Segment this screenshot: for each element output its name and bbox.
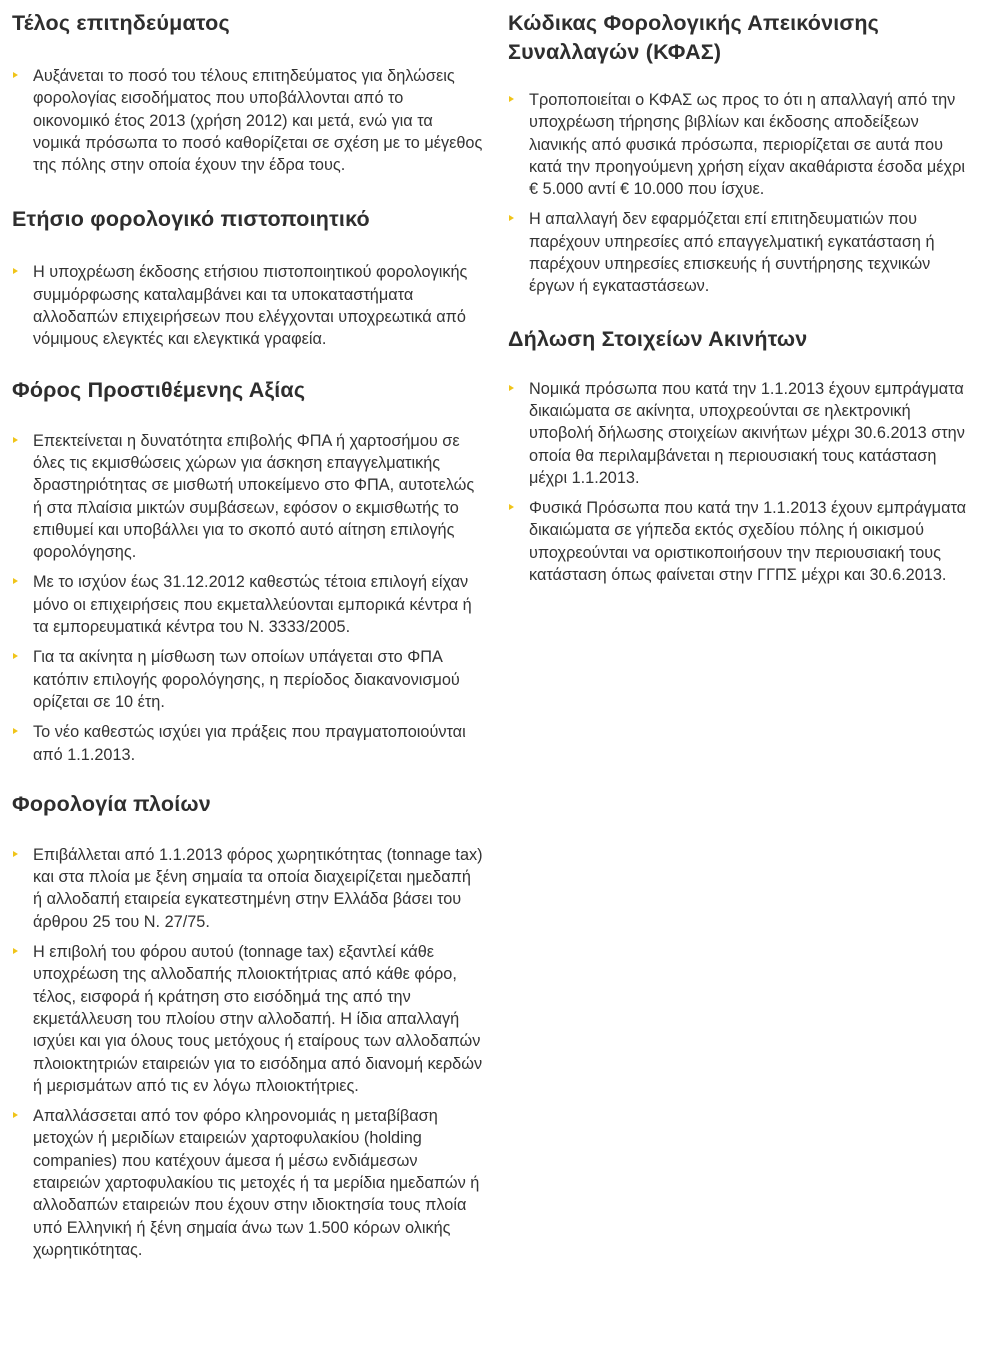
list-item: Επεκτείνεται η δυνατότητα επιβολής ΦΠΑ ή χαρτοσήμου σε όλες τις εκμισθώσεις χώρων για άσκηση επαγγελματικής δραστηριότητας σε μισθωτή υποκείμενο στο ΦΠΑ, αυτοτελώς ή στα πλαίσια μικτών συμβάσεων, εφόσον ο εκμισθωτής το επιθυμεί και υποβάλλει για το σκοπό αυτό αίτηση επιλογής φορολόγησης. [12, 430, 484, 564]
list-item: Η υποχρέωση έκδοσης ετήσιου πιστοποιητικού φορολογικής συμμόρφωσης καταλαμβάνει και τα υποκαταστήματα αλλοδαπών επιχειρήσεων που ελέγχονται υποχρεωτικά από νόμιμους ελεγκτές και ελεγκτικά γραφεία. [12, 261, 484, 350]
bullet-marker-icon [13, 851, 18, 857]
bullet-list [12, 844, 484, 1261]
list-item: Νομικά πρόσωπα που κατά την 1.1.2013 έχουν εμπράγματα δικαιώματα σε ακίνητα, υποχρεούνται σε ηλεκτρονική υποβολή δήλωσης στοιχείων ακινήτων μέχρι 30.6.2013 στην οποία θα περιλαμβάνεται η περιουσιακή τους κατάσταση μέχρι 1.1.2013. [508, 378, 978, 489]
list-item: Τροποποιείται ο ΚΦΑΣ ως προς το ότι η απαλλαγή από την υποχρέωση τήρησης βιβλίων και έκδοσης αποδείξεων λιανικής από φυσικά πρόσωπα, περιορίζεται σε αυτά που κατά την προηγούμενη χρήση είχαν ακαθάριστα έσοδα μέχρι € 5.000 αντί € 10.000 που ίσχυε. [508, 89, 978, 200]
list-item: Το νέο καθεστώς ισχύει για πράξεις που πραγματοποιούνται από 1.1.2013. [12, 721, 484, 766]
list-item: Αυξάνεται το ποσό του τέλους επιτηδεύματος για δηλώσεις φορολογίας εισοδήματος που υποβάλλονται από το οικονομικό έτος 2013 (χρήση 2012) και μετά, ενώ για τα νομικά πρόσωπα το ποσό καθορίζεται σε σχέση με το μέγεθος της πόλης στην οποία έχουν την έδρα τους. [12, 65, 484, 176]
bullet-list [12, 65, 484, 176]
list-item: Για τα ακίνητα η μίσθωση των οποίων υπάγεται στο ΦΠΑ κατόπιν επιλογής φορολόγησης, η περίοδος διακανονισμού ορίζεται σε 10 έτη. [12, 646, 484, 713]
bullet-list [508, 378, 978, 587]
bullet-marker-icon [13, 578, 18, 584]
section-kfas [508, 0, 978, 298]
section-title: Φορολογία πλοίων [12, 791, 211, 816]
section-title: Δήλωση Στοιχείων Ακινήτων [508, 326, 808, 351]
section-title: Κώδικας Φορολογικής Απεικόνισης Συναλλαγών (ΚΦΑΣ) [508, 11, 880, 64]
bullet-marker-icon [13, 268, 18, 274]
bullet-marker-icon [13, 437, 18, 443]
bullet-marker-icon [509, 385, 514, 391]
bullet-marker-icon [13, 653, 18, 659]
section-title: Φόρος Προστιθέμενης Αξίας [12, 377, 306, 402]
bullet-marker-icon [13, 948, 18, 954]
bullet-marker-icon [13, 728, 18, 734]
bullet-marker-icon [509, 96, 514, 102]
bullet-marker-icon [13, 72, 18, 78]
list-item: Με το ισχύον έως 31.12.2012 καθεστώς τέτοια επιλογή είχαν μόνο οι επιχειρήσεις που εκμεταλλεύονται εμπορικά κέντρα ή τα εμπορευματικά κέντρα του Ν. 3333/2005. [12, 571, 484, 638]
list-item: Η απαλλαγή δεν εφαρμόζεται επί επιτηδευματιών που παρέχουν υπηρεσίες από επαγγελματική εγκατάσταση ή παρέχουν υπηρεσίες επισκευής ή συντήρησης τεχνικών έργων ή εγκαταστάσεων. [508, 208, 978, 297]
section-title: Τέλος επιτηδεύματος [12, 11, 230, 35]
list-item: Φυσικά Πρόσωπα που κατά την 1.1.2013 έχουν εμπράγματα δικαιώματα σε γήπεδα εκτός σχεδίου πόλης ή οικισμού υποχρεούνται να οριστικοποιήσουν την περιουσιακή τους κατάσταση όπως φαίνεται στην ΓΓΠΣ μέχρι και 30.6.2013. [508, 497, 978, 586]
bullet-marker-icon [509, 215, 514, 221]
section-tax-certificate [12, 184, 484, 350]
bullet-marker-icon [13, 1112, 18, 1118]
list-item: Η επιβολή του φόρου αυτού (tonnage tax) εξαντλεί κάθε υποχρέωση της αλλοδαπής πλοιοκτήτριας από κάθε φόρο, τέλος, εισφορά ή κράτηση στο εισόδημά της από την εκμετάλλευση του πλοίου στην αλλοδαπή. Η ίδια απαλλαγή ισχύει και για όλους τους μετόχους ή εταίρους των αλλοδαπών πλοιοκτητριών εταιρειών για το εισόδημα από διανομή κερδών ή μερισμάτων από τις εν λόγω πλοιοκτήτριες. [12, 941, 484, 1097]
bullet-list [12, 261, 484, 350]
bullet-marker-icon [509, 504, 514, 510]
list-item: Απαλλάσσεται από τον φόρο κληρονομιάς η μεταβίβαση μετοχών ή μεριδίων εταιρειών χαρτοφυλακίου (holding companies) που κατέχουν άμεσα ή μέσω ενδιάμεσων εταιρειών χαρτοφυλακίου τις μετοχές ή τα μερίδια ημεδαπών ή αλλοδαπών εταιρειών που έχουν στην ιδιοκτησία τους πλοία υπό Ελληνική ή ξένη σημαία άνω των 1.500 κόρων ολικής χωρητικότητας. [12, 1105, 484, 1261]
bullet-list [12, 430, 484, 766]
section-business-fee [12, 0, 484, 176]
list-item: Επιβάλλεται από 1.1.2013 φόρος χωρητικότητας (tonnage tax) και στα πλοία με ξένη σημαία τα οποία διαχειρίζεται ημεδαπή ή αλλοδαπή εταιρεία εγκατεστημένη στην Ελλάδα βάσει του άρθρου 25 του Ν. 27/75. [12, 844, 484, 933]
bullet-list [508, 89, 978, 298]
right-column [508, 0, 978, 594]
section-ship-taxation [12, 774, 484, 1261]
section-property-declaration [508, 306, 978, 587]
section-title: Ετήσιο φορολογικό πιστοποιητικό [12, 207, 370, 232]
section-vat [12, 359, 484, 766]
left-column [12, 0, 484, 1269]
